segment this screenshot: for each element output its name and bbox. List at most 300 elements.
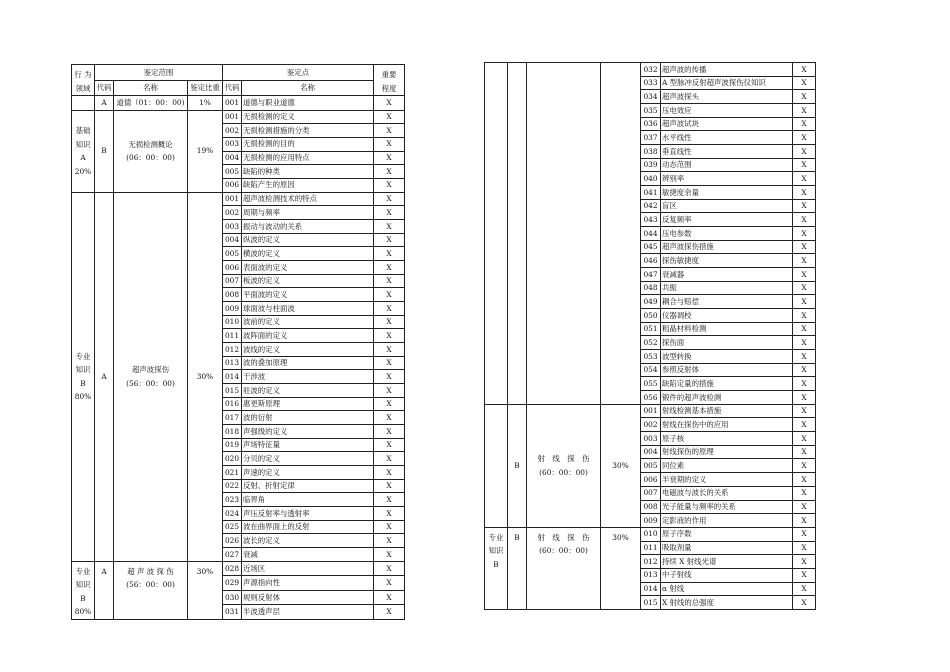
point-name-cell: 缺陷的种类	[242, 165, 374, 179]
cell-line: (60：00：00)	[539, 467, 588, 477]
importance-cell: X	[793, 350, 816, 364]
cell-line: A	[80, 153, 86, 163]
importance-cell: X	[374, 506, 405, 520]
importance-header	[374, 65, 405, 96]
point-name-cell: 电磁波与波长的关系	[661, 486, 793, 500]
importance-cell: X	[374, 465, 405, 479]
point-name-cell: 道德与职业道德	[242, 96, 374, 111]
point-code-cell: 014	[223, 370, 242, 384]
table-row	[72, 96, 405, 111]
point-name-cell: 反复频率	[661, 213, 793, 227]
importance-cell: X	[793, 568, 816, 582]
point-code-cell: 007	[641, 486, 661, 500]
point-code-cell: 042	[641, 199, 661, 213]
importance-cell: X	[793, 418, 816, 432]
importance-cell: X	[793, 104, 816, 118]
point-name-cell: 粗晶材料检测	[661, 322, 793, 336]
point-code-cell: 034	[641, 90, 661, 104]
point-code-cell: 003	[223, 219, 242, 233]
scope-ratio-cell	[601, 63, 641, 405]
point-code-cell: 001	[223, 96, 242, 111]
point-name-cell: 缺陷定量的措施	[661, 377, 793, 391]
importance-cell: X	[793, 158, 816, 172]
scope-code-cell: B	[95, 110, 114, 192]
point-code-cell: 006	[641, 473, 661, 487]
scope-name-cell	[527, 63, 601, 405]
scope-group-header: 鉴定范围	[95, 65, 223, 81]
point-code-cell: 024	[223, 506, 242, 520]
point-code-cell: 011	[223, 329, 242, 343]
table-row	[72, 561, 405, 576]
domain-cell	[72, 96, 95, 111]
point-name-cell: 仪器调校	[661, 309, 793, 323]
point-name-cell: 水平线性	[661, 131, 793, 145]
cell-line: 专业	[488, 532, 504, 542]
scope-code-cell: A	[95, 96, 114, 111]
point-code-cell: 041	[641, 186, 661, 200]
domain-cell	[72, 192, 95, 561]
point-code-cell: 005	[223, 247, 242, 261]
point-name-cell: 无损检测的定义	[242, 110, 374, 124]
cell-line: 无损检测概论	[128, 139, 173, 149]
importance-cell: X	[793, 254, 816, 268]
importance-cell: X	[793, 527, 816, 541]
point-name-cell: 超声波探头	[661, 90, 793, 104]
point-code-cell: 023	[223, 493, 242, 507]
cell-line: 80%	[74, 392, 92, 402]
importance-cell: X	[793, 268, 816, 282]
cell-line: 知识	[75, 365, 91, 375]
importance-cell: X	[374, 548, 405, 562]
importance-cell: X	[374, 576, 405, 591]
importance-cell: X	[793, 336, 816, 350]
importance-cell: X	[374, 424, 405, 438]
point-name-cell: 共振	[661, 281, 793, 295]
point-code-cell: 039	[641, 158, 661, 172]
importance-cell: X	[793, 131, 816, 145]
importance-cell: X	[374, 274, 405, 288]
cell-line: 知识	[75, 139, 91, 149]
point-code-cell: 047	[641, 268, 661, 282]
point-code-cell: 048	[641, 281, 661, 295]
cell-line: (56：00：00)	[126, 378, 175, 388]
point-name-cell: 衰减	[242, 548, 374, 562]
point-name-cell: 缺陷产生的原因	[242, 178, 374, 192]
point-name-cell: 动态范围	[661, 158, 793, 172]
point-code-cell: 045	[641, 240, 661, 254]
point-name-cell: 超声波探伤措施	[661, 240, 793, 254]
importance-cell: X	[793, 432, 816, 446]
importance-cell: X	[793, 309, 816, 323]
scope-code-cell: A	[95, 561, 114, 619]
point-name-cell: 波线的定义	[242, 342, 374, 356]
point-code-cell: 001	[223, 192, 242, 206]
point-code-cell: 018	[223, 424, 242, 438]
point-code-cell: 002	[641, 418, 661, 432]
table-row	[485, 404, 816, 418]
scope-ratio-cell: 30%	[601, 404, 641, 527]
scope-name-cell	[114, 561, 188, 619]
point-code-cell: 038	[641, 145, 661, 159]
point-name-cell: 射线探伤的原理	[661, 445, 793, 459]
point-name-cell: 声压反射率与透射率	[242, 506, 374, 520]
importance-cell: X	[793, 76, 816, 90]
importance-cell: X	[374, 247, 405, 261]
point-code-cell: 001	[223, 110, 242, 124]
point-code-cell: 004	[223, 151, 242, 165]
importance-cell: X	[374, 438, 405, 452]
point-code-cell: 008	[223, 288, 242, 302]
point-code-cell: 021	[223, 465, 242, 479]
point-code-cell: 026	[223, 534, 242, 548]
importance-cell: X	[793, 90, 816, 104]
point-name-cell: 射线在探伤中的应用	[661, 418, 793, 432]
scope-code-cell: A	[95, 192, 114, 561]
point-code-cell: 040	[641, 172, 661, 186]
point-name-cell: 垂直线性	[661, 145, 793, 159]
importance-cell: X	[374, 110, 405, 124]
point-code-cell: 022	[223, 479, 242, 493]
cell-line: B	[493, 559, 499, 569]
point-name-cell: 中子射线	[661, 568, 793, 582]
point-code-cell: 046	[641, 254, 661, 268]
point-code-cell: 015	[641, 596, 661, 610]
point-name-cell: 压电参数	[661, 227, 793, 241]
point-code-cell: 029	[223, 576, 242, 591]
importance-cell: X	[793, 459, 816, 473]
scope-name-cell: 道德（01：00：00)	[114, 96, 188, 111]
point-code-cell: 031	[223, 605, 242, 620]
table-row	[72, 192, 405, 206]
point-code-cell: 016	[223, 397, 242, 411]
scope-name-cell	[114, 192, 188, 561]
point-code-cell: 020	[223, 452, 242, 466]
point-code-header: 代码	[223, 80, 242, 96]
point-name-cell: 吸取剂量	[661, 541, 793, 555]
cell-line: 超 声 波 探 伤	[127, 566, 174, 576]
point-name-cell: 超声波检测技术的特点	[242, 192, 374, 206]
importance-cell: X	[793, 541, 816, 555]
importance-cell: X	[793, 404, 816, 418]
point-code-cell: 008	[641, 500, 661, 514]
point-name-cell: 敏捷度余量	[661, 186, 793, 200]
point-name-cell: 无损检测的目的	[242, 137, 374, 151]
cell-line: 专业	[75, 351, 91, 361]
point-name-cell: 探伤敏捷度	[661, 254, 793, 268]
point-name-cell: 压电效应	[661, 104, 793, 118]
point-name-cell: 参照反射体	[661, 363, 793, 377]
domain-cell	[485, 527, 508, 609]
point-code-cell: 009	[641, 514, 661, 528]
point-code-cell: 015	[223, 383, 242, 397]
cell-line: 射 线 探 伤	[537, 532, 590, 542]
point-code-cell: 006	[223, 178, 242, 192]
cell-line: 行 为	[74, 70, 92, 79]
cell-line: 基础	[75, 126, 91, 136]
importance-cell: X	[793, 117, 816, 131]
point-code-cell: 005	[641, 459, 661, 473]
point-name-cell: 衰减器	[661, 268, 793, 282]
scope-name-cell	[527, 527, 601, 609]
importance-cell: X	[793, 486, 816, 500]
point-code-cell: 002	[223, 124, 242, 138]
scope-ratio-cell: 30%	[188, 561, 223, 619]
point-code-cell: 052	[641, 336, 661, 350]
cell-line: 程度	[381, 83, 397, 93]
point-code-cell: 051	[641, 322, 661, 336]
importance-cell: X	[793, 555, 816, 569]
point-name-cell: 同位素	[661, 459, 793, 473]
importance-cell: X	[793, 145, 816, 159]
scope-ratio-cell: 19%	[188, 110, 223, 192]
table-row	[485, 63, 816, 77]
scope-name-cell	[114, 110, 188, 192]
cell-line: 领域	[75, 83, 91, 93]
point-code-cell: 009	[223, 301, 242, 315]
importance-cell: X	[793, 500, 816, 514]
importance-cell: X	[374, 493, 405, 507]
point-name-cell: 辨别率	[661, 172, 793, 186]
points-group-header: 鉴定点	[223, 65, 374, 81]
importance-cell: X	[374, 260, 405, 274]
point-name-cell: 驻波的定义	[242, 383, 374, 397]
point-code-cell: 002	[223, 206, 242, 220]
point-name-cell: 波长的定义	[242, 534, 374, 548]
point-name-cell: 波阵面的定义	[242, 329, 374, 343]
point-name-cell: 临界角	[242, 493, 374, 507]
importance-cell: X	[793, 63, 816, 77]
importance-cell: X	[793, 295, 816, 309]
point-name-cell: 持续 X 射线光谱	[661, 555, 793, 569]
point-name-cell: 半衰期的定义	[661, 473, 793, 487]
importance-cell: X	[374, 315, 405, 329]
point-name-cell: 定影液的作用	[661, 514, 793, 528]
importance-cell: X	[374, 192, 405, 206]
importance-cell: X	[793, 473, 816, 487]
point-code-cell: 017	[223, 411, 242, 425]
cell-line: (56：00：00)	[126, 580, 175, 590]
point-code-cell: 019	[223, 438, 242, 452]
point-name-cell: 规则反射体	[242, 590, 374, 605]
importance-cell: X	[793, 213, 816, 227]
cell-line: 超声波探伤	[132, 365, 169, 375]
left-assessment-table	[71, 64, 405, 620]
importance-cell: X	[374, 233, 405, 247]
point-code-cell: 013	[223, 356, 242, 370]
point-name-header: 名称	[242, 80, 374, 96]
importance-cell: X	[374, 96, 405, 111]
importance-cell: X	[374, 397, 405, 411]
importance-cell: X	[793, 596, 816, 610]
point-code-cell: 014	[641, 582, 661, 596]
importance-cell: X	[374, 479, 405, 493]
scope-ratio-cell: 1%	[188, 96, 223, 111]
point-code-cell: 027	[223, 548, 242, 562]
table-row	[72, 110, 405, 124]
importance-cell: X	[374, 178, 405, 192]
scope-ratio-header: 鉴定比重	[188, 80, 223, 96]
point-name-cell: 平面波的定义	[242, 288, 374, 302]
point-code-cell: 028	[223, 561, 242, 576]
point-name-cell: 惠更斯原理	[242, 397, 374, 411]
importance-cell: X	[374, 383, 405, 397]
importance-cell: X	[793, 186, 816, 200]
point-name-cell: 板波的定义	[242, 274, 374, 288]
importance-cell: X	[793, 322, 816, 336]
point-name-cell: 波前的定义	[242, 315, 374, 329]
point-code-cell: 003	[223, 137, 242, 151]
importance-cell: X	[793, 281, 816, 295]
point-name-cell: 原子序数	[661, 527, 793, 541]
importance-cell: X	[374, 605, 405, 620]
importance-cell: X	[793, 240, 816, 254]
point-name-cell: 分贝的定义	[242, 452, 374, 466]
domain-cell	[485, 404, 508, 527]
point-name-cell: 无损检测措施的分类	[242, 124, 374, 138]
importance-cell: X	[793, 391, 816, 405]
point-code-cell: 010	[223, 315, 242, 329]
importance-cell: X	[374, 124, 405, 138]
point-code-cell: 033	[641, 76, 661, 90]
domain-cell	[72, 561, 95, 619]
point-code-cell: 012	[641, 555, 661, 569]
importance-cell: X	[793, 445, 816, 459]
point-code-cell: 005	[223, 165, 242, 179]
cell-line: B	[80, 378, 86, 388]
point-code-cell: 006	[223, 260, 242, 274]
point-name-cell: 周期与频率	[242, 206, 374, 220]
domain-cell	[72, 110, 95, 192]
point-name-cell: 波的衍射	[242, 411, 374, 425]
point-name-cell: 球面波与柱面波	[242, 301, 374, 315]
point-name-cell: X 射线的总强度	[661, 596, 793, 610]
point-code-cell: 001	[641, 404, 661, 418]
scope-code-header: 代码	[95, 80, 114, 96]
point-code-cell: 037	[641, 131, 661, 145]
importance-cell: X	[374, 219, 405, 233]
importance-cell: X	[374, 329, 405, 343]
point-name-cell: 近场区	[242, 561, 374, 576]
industry-header	[72, 65, 95, 96]
point-code-cell: 049	[641, 295, 661, 309]
cell-line: 重要	[381, 70, 397, 79]
point-name-cell: 声强级的定义	[242, 424, 374, 438]
right-assessment-table	[484, 62, 816, 610]
importance-cell: X	[374, 301, 405, 315]
scope-ratio-cell: 30%	[601, 527, 641, 609]
point-name-cell: α 射线	[661, 582, 793, 596]
point-name-cell: 探伤面	[661, 336, 793, 350]
point-name-cell: 射线检测基本措施	[661, 404, 793, 418]
importance-cell: X	[374, 165, 405, 179]
point-code-cell: 007	[223, 274, 242, 288]
importance-cell: X	[793, 199, 816, 213]
scope-name-header: 名称	[114, 80, 188, 96]
point-name-cell: 声源指向性	[242, 576, 374, 591]
scope-code-cell: B	[508, 404, 527, 527]
point-code-cell: 032	[641, 63, 661, 77]
cell-line: 20%	[74, 166, 92, 176]
point-name-cell: 波在曲界面上的反射	[242, 520, 374, 534]
point-code-cell: 044	[641, 227, 661, 241]
point-name-cell: 反射、折射定律	[242, 479, 374, 493]
point-name-cell: 表面波的定义	[242, 260, 374, 274]
point-code-cell: 004	[641, 445, 661, 459]
point-code-cell: 036	[641, 117, 661, 131]
point-code-cell: 056	[641, 391, 661, 405]
scope-name-cell	[527, 404, 601, 527]
importance-cell: X	[374, 137, 405, 151]
importance-cell: X	[793, 514, 816, 528]
importance-cell: X	[793, 582, 816, 596]
point-code-cell: 053	[641, 350, 661, 364]
point-name-cell: 声场特征量	[242, 438, 374, 452]
importance-cell: X	[793, 172, 816, 186]
point-code-cell: 010	[641, 527, 661, 541]
importance-cell: X	[374, 206, 405, 220]
point-code-cell: 054	[641, 363, 661, 377]
importance-cell: X	[374, 534, 405, 548]
point-code-cell: 035	[641, 104, 661, 118]
point-name-cell: 干涉波	[242, 370, 374, 384]
importance-cell: X	[374, 452, 405, 466]
point-name-cell: A 型脉冲反射超声波探伤仪知识	[661, 76, 793, 90]
point-name-cell: 盲区	[661, 199, 793, 213]
point-code-cell: 050	[641, 309, 661, 323]
cell-line: (60：00：00)	[539, 546, 588, 556]
scope-code-cell: B	[508, 527, 527, 609]
cell-line: 80%	[74, 607, 92, 617]
importance-cell: X	[374, 356, 405, 370]
importance-cell: X	[374, 288, 405, 302]
importance-cell: X	[374, 411, 405, 425]
point-name-cell: 波的叠加原理	[242, 356, 374, 370]
point-name-cell: 原子核	[661, 432, 793, 446]
domain-cell	[485, 63, 508, 405]
importance-cell: X	[374, 151, 405, 165]
importance-cell: X	[793, 363, 816, 377]
importance-cell: X	[793, 377, 816, 391]
point-code-cell: 030	[223, 590, 242, 605]
point-name-cell: 耦合与赔偿	[661, 295, 793, 309]
cell-line: 知识	[488, 546, 504, 556]
point-code-cell: 055	[641, 377, 661, 391]
point-name-cell: 振动与波动的关系	[242, 219, 374, 233]
point-code-cell: 043	[641, 213, 661, 227]
point-code-cell: 012	[223, 342, 242, 356]
point-name-cell: 超声波试块	[661, 117, 793, 131]
importance-cell: X	[374, 561, 405, 576]
importance-cell: X	[374, 590, 405, 605]
importance-cell: X	[374, 342, 405, 356]
point-name-cell: 光子能量与频率的关系	[661, 500, 793, 514]
cell-line: 射 线 探 伤	[537, 454, 590, 464]
cell-line: 专业	[75, 566, 91, 576]
point-code-cell: 013	[641, 568, 661, 582]
point-code-cell: 003	[641, 432, 661, 446]
point-name-cell: 超声波的传播	[661, 63, 793, 77]
scope-ratio-cell: 30%	[188, 192, 223, 561]
importance-cell: X	[374, 520, 405, 534]
point-name-cell: 半波透声层	[242, 605, 374, 620]
point-code-cell: 004	[223, 233, 242, 247]
point-name-cell: 无损检测的应用特点	[242, 151, 374, 165]
importance-cell: X	[374, 370, 405, 384]
point-name-cell: 波型转换	[661, 350, 793, 364]
scope-code-cell	[508, 63, 527, 405]
cell-line: (06：00：00)	[126, 153, 175, 163]
point-code-cell: 025	[223, 520, 242, 534]
